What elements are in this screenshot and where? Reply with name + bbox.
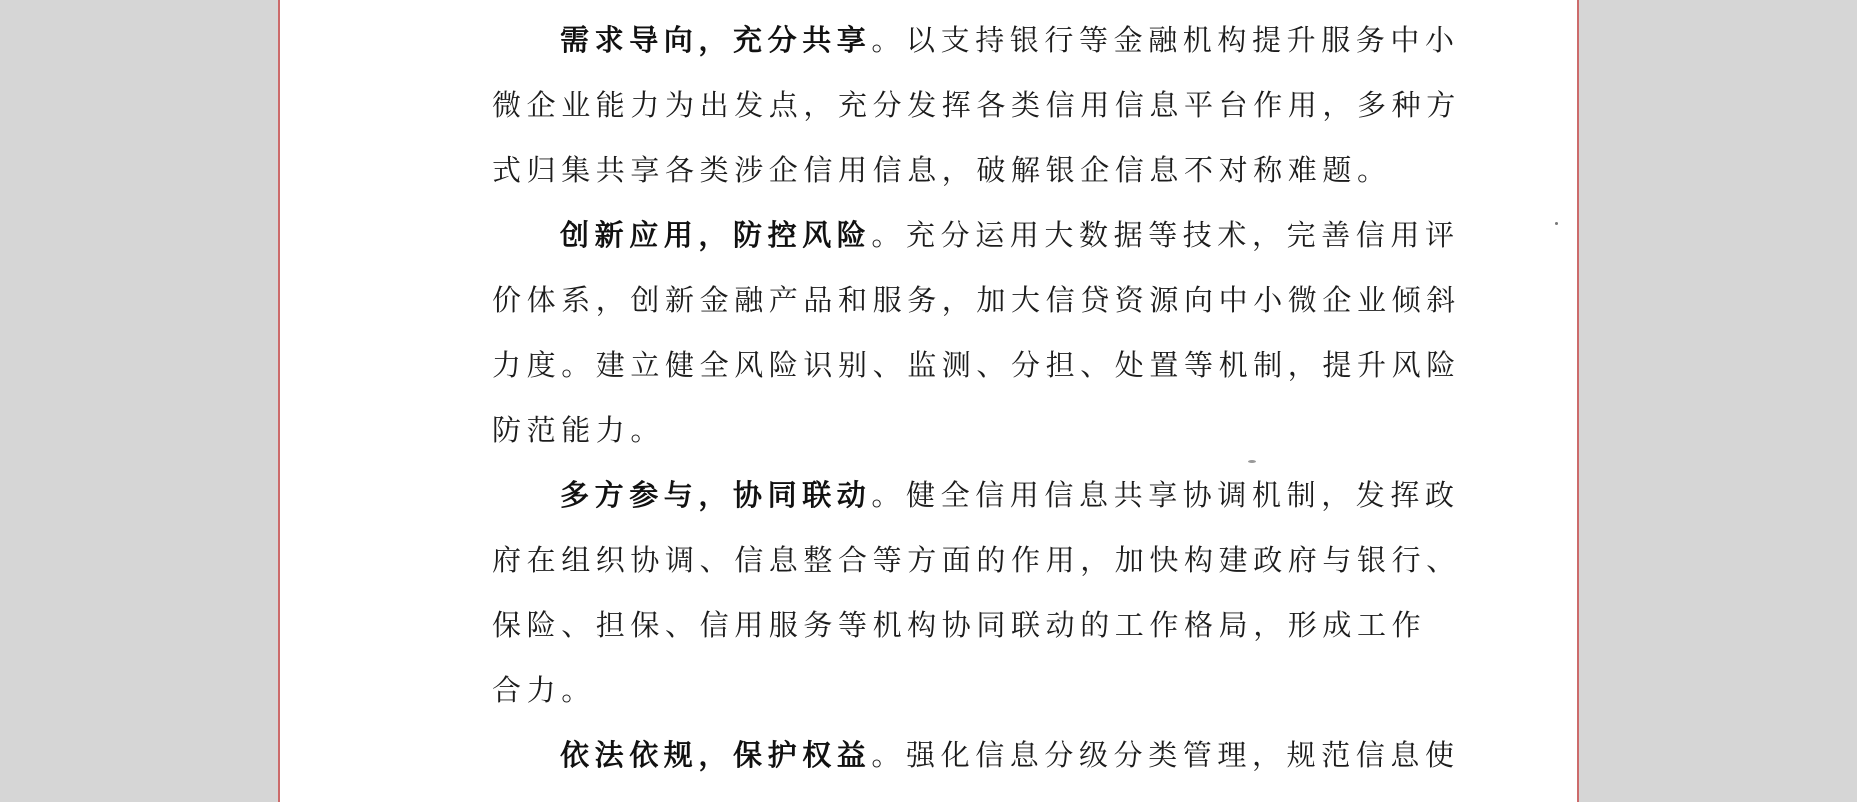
paragraph-1-line-3: 式归集共享各类涉企信用信息，破解银企信息不对称难题。: [492, 153, 1392, 187]
paragraph-4-heading: 依法依规，保护权益: [560, 738, 872, 772]
document-page[interactable]: [278, 0, 1579, 802]
paragraph-3-text: 。健全信用信息共享协调机制，发挥政: [871, 478, 1460, 512]
scan-speck: [1248, 460, 1256, 463]
paragraph-1-line-1: [560, 20, 1460, 60]
paragraph-2-text: 。充分运用大数据等技术，完善信用评: [871, 218, 1460, 252]
paragraph-3-line-3: 保险、担保、信用服务等机构协同联动的工作格局，形成工作: [492, 608, 1427, 642]
paragraph-1-heading: 需求导向，充分共享: [560, 23, 872, 57]
paragraph-1-line-2: 微企业能力为出发点，充分发挥各类信用信息平台作用，多种方: [492, 88, 1461, 122]
paragraph-3-line-4: 合力。: [492, 673, 596, 707]
paragraph-3-line-2: 府在组织协调、信息整合等方面的作用，加快构建政府与银行、: [492, 543, 1461, 577]
paragraph-2-line-1: [560, 215, 1460, 255]
paragraph-4-text: 。强化信息分级分类管理，规范信息使: [871, 738, 1460, 772]
paragraph-3-line-1: [560, 475, 1460, 515]
paragraph-2-line-4: 防范能力。: [492, 413, 666, 447]
paragraph-2-line-3: 力度。建立健全风险识别、监测、分担、处置等机制，提升风险: [492, 348, 1461, 382]
paragraph-3-heading: 多方参与，协同联动: [560, 478, 872, 512]
paragraph-2-line-2: 价体系，创新金融产品和服务，加大信贷资源向中小微企业倾斜: [492, 283, 1461, 317]
scan-speck: [1555, 222, 1558, 225]
paragraph-2-heading: 创新应用，防控风险: [560, 218, 872, 252]
paragraph-1-text: 。以支持银行等金融机构提升服务中小: [871, 23, 1460, 57]
paragraph-4-line-1: [560, 735, 1460, 775]
